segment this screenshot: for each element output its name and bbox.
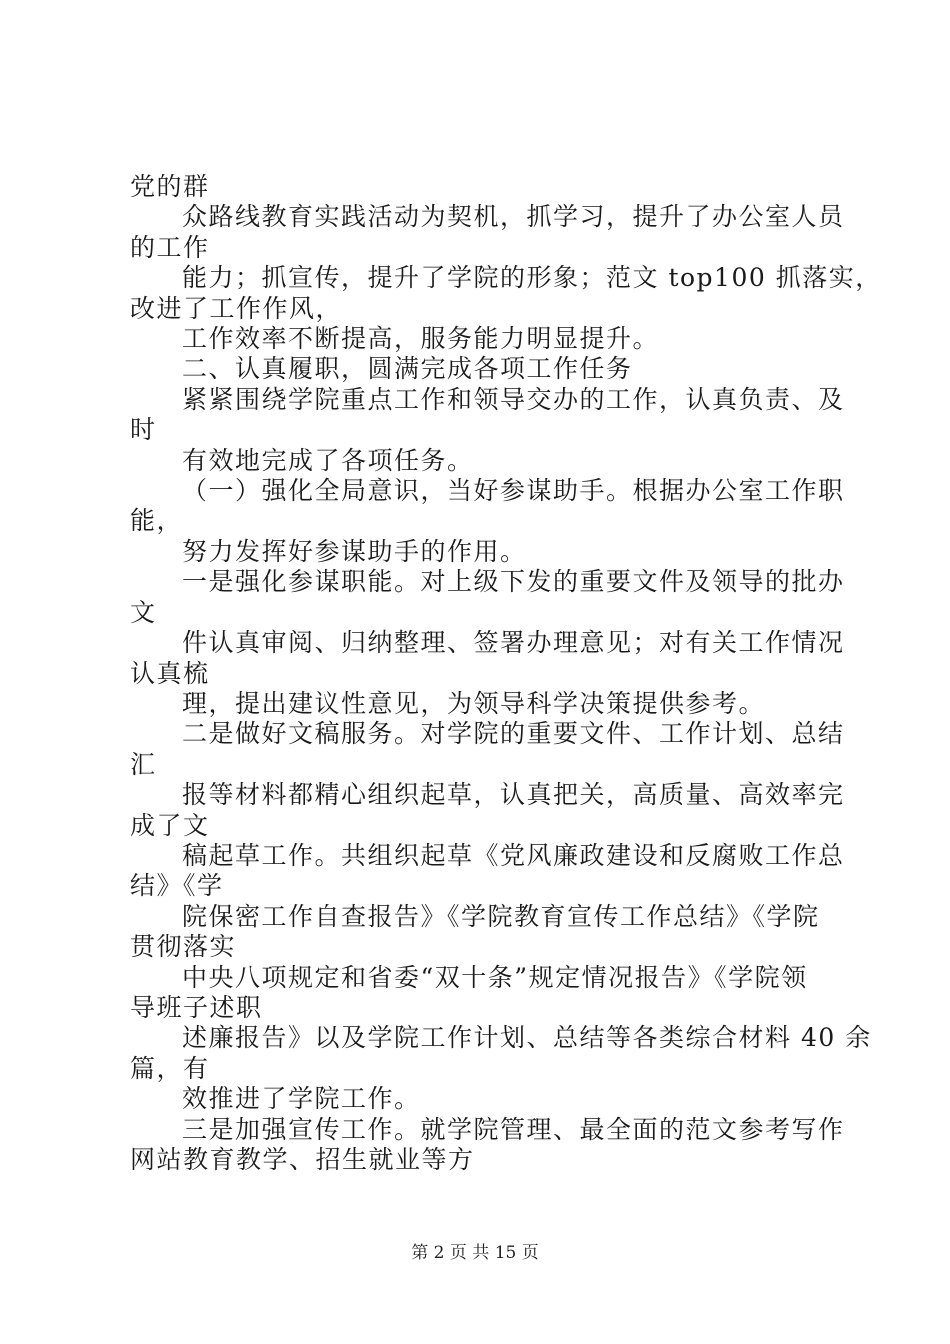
text-line: 件认真审阅、归纳整理、签署办理意见；对有关工作情况 — [182, 628, 845, 658]
text-line: 党的群 — [130, 172, 210, 201]
text-line: （一）强化全局意识，当好参谋助手。根据办公室工作职 — [182, 476, 845, 506]
text-line: 有效地完成了各项任务。 — [182, 445, 474, 475]
text-line: 理，提出建议性意见，为领导科学决策提供参考。 — [182, 688, 766, 718]
text-line: 的工作 — [130, 232, 210, 262]
text-line: 述廉报告》以及学院工作计划、总结等各类综合材料 40 余 — [182, 1023, 872, 1053]
text-line: 报等材料都精心组织起草，认真把关，高质量、高效率完 — [182, 780, 845, 810]
text-line: 工作效率不断提高，服务能力明显提升。 — [182, 324, 660, 354]
text-line: 结》《学 — [130, 871, 224, 901]
text-line: 改进了工作作风， — [130, 293, 343, 323]
text-line: 三是加强宣传工作。就学院管理、最全面的范文参考写作 — [182, 1114, 845, 1144]
text-line: 紧紧围绕学院重点工作和领导交办的工作，认真负责、及 — [182, 384, 845, 414]
text-line: 二是做好文稿服务。对学院的重要文件、工作计划、总结 — [182, 719, 845, 749]
text-line: 二、认真履职，圆满完成各项工作任务 — [182, 354, 633, 384]
text-line: 网站教育教学、招生就业等方 — [130, 1145, 475, 1174]
text-line: 众路线教育实践活动为契机，抓学习，提升了办公室人员 — [182, 202, 845, 232]
text-line: 能力；抓宣传，提升了学院的形象；范文 top100 抓落实， — [182, 263, 882, 293]
text-line: 贯彻落实 — [130, 932, 237, 962]
text-line: 文 — [130, 597, 157, 627]
text-line: 中央八项规定和省委“双十条”规定情况报告》《学院领 — [182, 962, 808, 992]
document-body — [130, 172, 882, 1175]
text-line: 汇 — [130, 749, 157, 779]
text-line: 院保密工作自查报告》《学院教育宣传工作总结》《学院 — [182, 901, 820, 931]
text-line: 导班子述职 — [130, 992, 263, 1022]
text-line: 能， — [130, 506, 184, 536]
text-line: 一是强化参谋职能。对上级下发的重要文件及领导的批办 — [182, 567, 845, 597]
text-line: 成了文 — [130, 810, 210, 840]
page-footer: 第 2 页 共 15 页 — [411, 1243, 539, 1263]
text-line: 稿起草工作。共组织起草《党风廉政建设和反腐败工作总 — [182, 840, 845, 870]
text-line: 篇，有 — [130, 1053, 210, 1083]
text-line: 努力发挥好参谋助手的作用。 — [182, 536, 527, 566]
text-line: 时 — [130, 415, 157, 445]
text-line: 效推进了学院工作。 — [182, 1084, 421, 1114]
text-line: 认真梳 — [130, 658, 210, 688]
